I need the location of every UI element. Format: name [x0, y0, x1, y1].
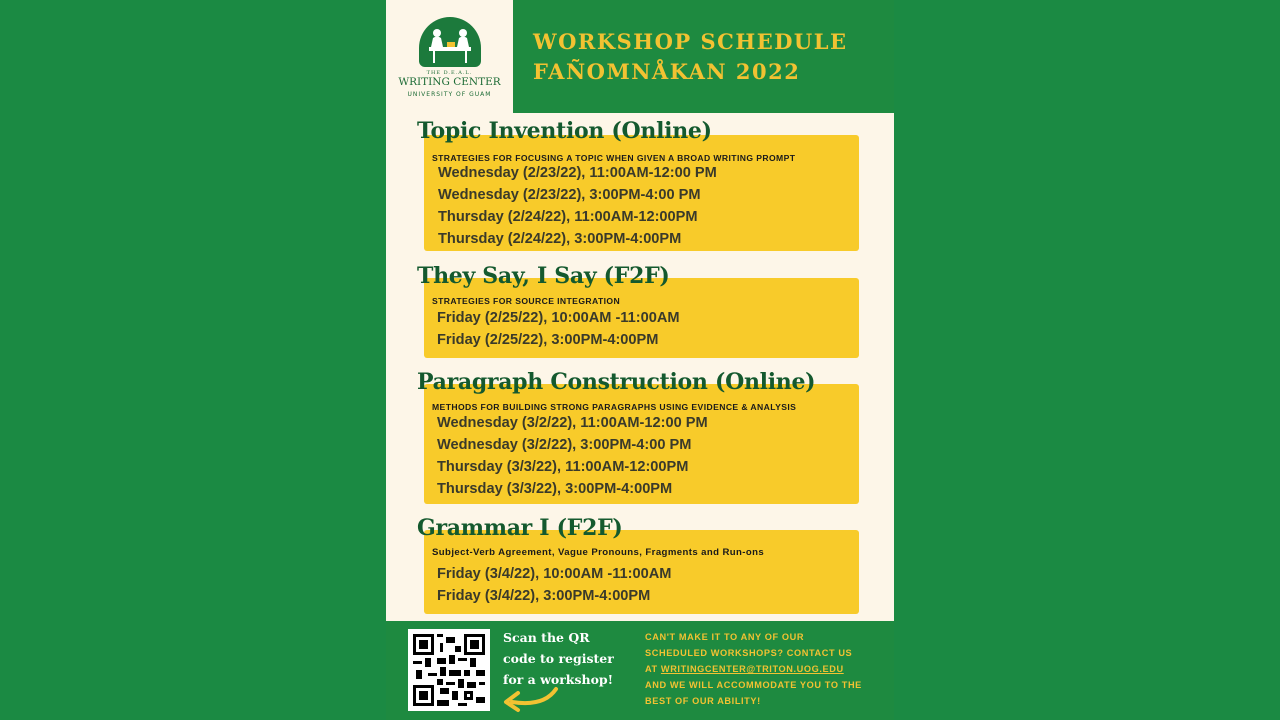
header-band [513, 0, 894, 113]
contact-text-line: BEST OF OUR ABILITY! [645, 696, 761, 706]
session-time: Friday (2/25/22), 10:00AM -11:00AM [437, 310, 680, 326]
workshop-section [386, 118, 894, 253]
workshop-title: They Say, I Say (F2F) [417, 263, 670, 289]
scan-instruction-line: code to register [503, 651, 614, 666]
session-time: Thursday (3/3/22), 3:00PM-4:00PM [437, 481, 673, 497]
workshop-description: METHODS FOR BUILDING STRONG PARAGRAPHS USING EVIDENCE & ANALYSIS [432, 402, 797, 412]
workshop-description: Subject-Verb Agreement, Vague Pronouns, Fragments and Run-ons [432, 547, 765, 558]
qr-code-icon[interactable] [408, 629, 490, 711]
session-time: Wednesday (2/23/22), 11:00AM-12:00 PM [438, 165, 717, 181]
workshop-description: STRATEGIES FOR FOCUSING A TOPIC WHEN GIVEN A BROAD WRITING PROMPT [432, 153, 796, 163]
session-time: Wednesday (3/2/22), 3:00PM-4:00 PM [437, 437, 692, 453]
session-time: Friday (3/4/22), 10:00AM -11:00AM [437, 566, 672, 582]
session-time: Thursday (3/3/22), 11:00AM-12:00PM [437, 459, 689, 475]
contact-prefix: AT [645, 664, 661, 674]
workshop-poster [386, 0, 894, 720]
workshop-section [386, 263, 894, 359]
contact-text-line: SCHEDULED WORKSHOPS? CONTACT US [645, 648, 853, 658]
workshop-title: Grammar I (F2F) [417, 515, 623, 541]
poster-footer [386, 621, 894, 720]
scan-instruction-line: Scan the QR [503, 630, 590, 645]
session-time: Thursday (2/24/22), 3:00PM-4:00PM [438, 231, 682, 247]
writing-center-logo [386, 0, 513, 113]
session-time: Wednesday (2/23/22), 3:00PM-4:00 PM [438, 187, 701, 203]
workshop-title: Topic Invention (Online) [417, 118, 712, 144]
session-time: Friday (3/4/22), 3:00PM-4:00PM [437, 588, 651, 604]
session-time: Wednesday (3/2/22), 11:00AM-12:00 PM [437, 415, 708, 431]
scan-instruction-line: for a workshop! [503, 672, 614, 687]
logo-main-text: WRITING CENTER [398, 76, 501, 88]
writing-center-logo-icon [419, 17, 481, 67]
contact-email-link[interactable]: WRITINGCENTER@TRITON.UOG.EDU [660, 664, 844, 674]
contact-text-line: CAN'T MAKE IT TO ANY OF OUR [645, 632, 805, 642]
poster-title-line1: WORKSHOP SCHEDULE [533, 29, 848, 54]
logo-small-text: THE D.E.A.L. [426, 70, 473, 76]
curved-arrow-icon [500, 685, 560, 715]
poster-title-line2: FAÑOMNÅKAN 2022 [533, 59, 801, 84]
workshop-section [386, 369, 894, 506]
contact-email-line [645, 664, 885, 674]
session-time: Thursday (2/24/22), 11:00AM-12:00PM [438, 209, 698, 225]
workshop-description: STRATEGIES FOR SOURCE INTEGRATION [432, 296, 621, 306]
contact-text-line: AND WE WILL ACCOMMODATE YOU TO THE [645, 680, 862, 690]
workshop-section [386, 515, 894, 615]
logo-sub-text: UNIVERSITY OF GUAM [407, 91, 492, 98]
workshop-title: Paragraph Construction (Online) [417, 369, 816, 395]
session-time: Friday (2/25/22), 3:00PM-4:00PM [437, 332, 659, 348]
